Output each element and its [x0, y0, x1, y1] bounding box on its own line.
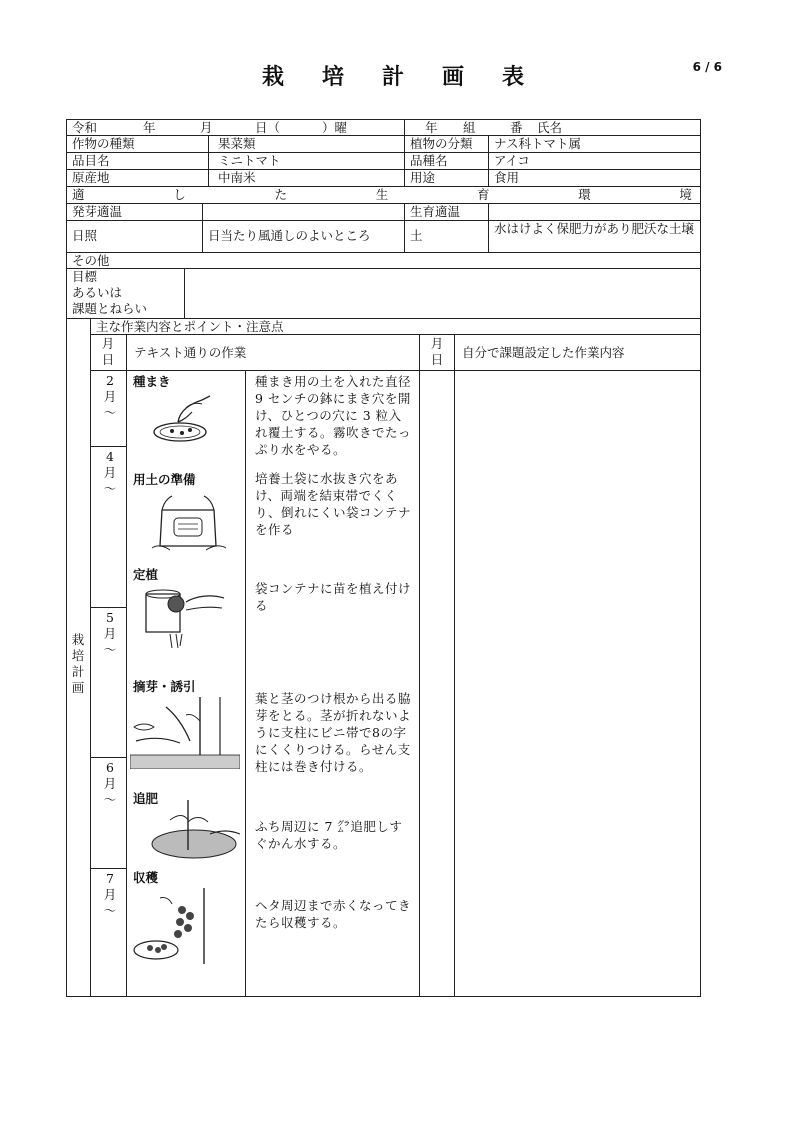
plant-class-value: ナス科トマト属: [494, 136, 582, 151]
item-value: ミニトマト: [218, 153, 281, 168]
step-harvest-text: ヘタ周辺まで赤くなってきたら収穫する。: [255, 898, 412, 930]
school-year-label: 年: [425, 120, 438, 135]
month-feb: 2 月 〜: [103, 373, 117, 420]
pruning-illustration-icon: [130, 697, 240, 769]
growth-temp-label: 生育適温: [410, 204, 461, 219]
page-number: 6 / 6: [692, 60, 722, 74]
step-pruning-title: 摘芽・誘引: [133, 679, 196, 694]
step-soil-prep-title: 用土の準備: [133, 472, 196, 487]
sunlight-label: 日照: [72, 228, 98, 243]
fertilizer-illustration-icon: [150, 800, 242, 864]
use-label: 用途: [410, 170, 436, 185]
seed-sowing-illustration-icon: [150, 386, 216, 444]
crop-type-label: 作物の種類: [72, 136, 135, 151]
step-pruning-text: 葉と茎のつけ根から出る脇芽をとる。茎が折れないように支柱にビニ帯で8の字にくくりつける。らせん支柱には巻き付ける。: [255, 691, 412, 774]
variety-value: アイコ: [494, 153, 530, 168]
goal-label-line-1: 目標: [72, 269, 98, 284]
year-label: 年: [143, 120, 156, 135]
text-work-header: テキスト通りの作業: [134, 345, 247, 360]
sunlight-value: 日当たり風通しのよいところ: [208, 228, 371, 243]
environment-heading: 適 し た 生 育 環 境: [72, 187, 692, 202]
page-title: 栽培計画表: [261, 65, 562, 90]
other-label: その他: [72, 253, 110, 268]
soil-value: 水はけよく保肥力があり肥沃な土壌: [494, 221, 695, 236]
soil-label: 土: [410, 228, 423, 243]
step-seed-sowing-title: 種まき: [133, 374, 171, 389]
step-seed-sowing-text: 種まき用の土を入れた直径 9 センチの鉢にまき穴を開け、ひとつの穴に 3 粒入れ覆土する。霧吹きでたっぷり水をやる。: [255, 374, 412, 457]
reiwa-label: 令和: [72, 120, 98, 135]
month-jun: 6 月 〜: [103, 760, 117, 807]
use-value: 食用: [494, 170, 520, 185]
class-label: 組: [463, 120, 476, 135]
step-transplant-text: 袋コンテナに苗を植え付ける: [255, 581, 412, 613]
step-transplant-title: 定植: [133, 567, 159, 582]
soil-bag-illustration-icon: [150, 488, 230, 556]
origin-value: 中南米: [218, 170, 256, 185]
month-label: 月: [200, 120, 213, 135]
plant-class-label: 植物の分類: [410, 136, 473, 151]
number-label: 番: [510, 120, 523, 135]
variety-label: 品種名: [410, 153, 448, 168]
name-label: 氏名: [537, 120, 563, 135]
transplant-illustration-icon: [140, 580, 230, 652]
step-fertilizer-text: ふち周辺に 7 ㌘追肥しすぐかん水する。: [255, 819, 403, 851]
step-soil-prep-text: 培養土袋に水抜き穴をあけ、両端を結束帯でくくり、倒れにくい袋コンテナを作る: [255, 471, 412, 537]
harvest-illustration-icon: [130, 888, 222, 964]
plan-section-title: 主な作業内容とポイント・注意点: [96, 319, 284, 334]
step-fertilizer-title: 追肥: [133, 791, 159, 806]
plan-side-label: 栽 培 計 画: [71, 632, 85, 695]
month-may: 5 月 〜: [103, 610, 117, 657]
item-label: 品目名: [72, 153, 110, 168]
weekday-label: ）曜: [322, 120, 348, 135]
step-harvest-title: 収穫: [133, 870, 159, 885]
day-label: 日（: [255, 120, 281, 135]
crop-type-value: 果菜類: [218, 136, 256, 151]
goal-label-line-2: あるいは: [72, 285, 123, 300]
germination-temp-label: 発芽適温: [72, 204, 123, 219]
origin-label: 原産地: [72, 170, 110, 185]
goal-label-line-3: 課題とねらい: [72, 301, 148, 316]
month-day-header-2: 月 日: [430, 336, 444, 367]
month-day-header: 月 日: [101, 336, 115, 367]
month-jul: 7 月 〜: [103, 871, 117, 918]
month-apr: 4 月 〜: [103, 449, 117, 496]
self-work-header: 自分で課題設定した作業内容: [462, 345, 625, 360]
